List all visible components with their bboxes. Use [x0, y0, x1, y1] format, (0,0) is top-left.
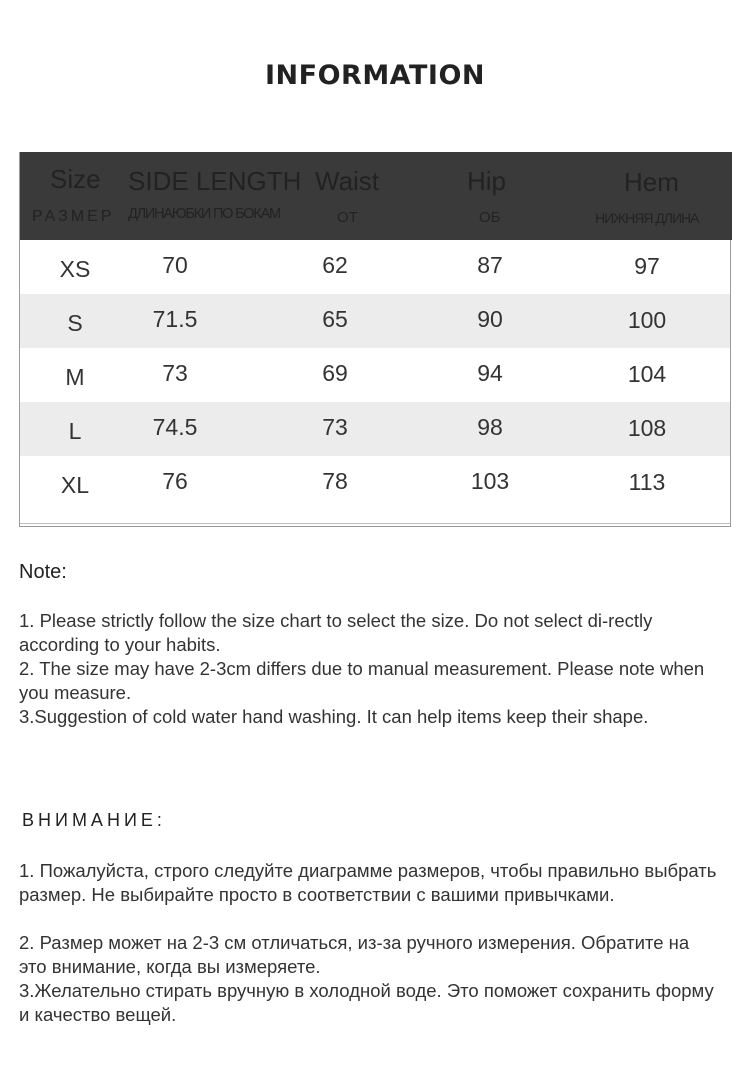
- table-row: [20, 294, 730, 348]
- waist-cell: 62: [322, 252, 348, 278]
- header-hem-label: Hem: [624, 167, 679, 197]
- waist-cell: 78: [322, 468, 348, 494]
- hem-cell: 97: [634, 253, 660, 279]
- table-bottom-divider: [20, 523, 730, 524]
- waist-cell: 73: [322, 414, 348, 440]
- header-waist-sublabel: ОТ: [337, 209, 358, 226]
- header-waist-label: Waist: [315, 166, 380, 196]
- header-size-label: Size: [50, 164, 101, 194]
- side-length-cell: 70: [162, 252, 188, 278]
- side-length-cell: 76: [162, 468, 188, 494]
- hem-cell: 100: [627, 307, 667, 333]
- hem-cell: 104: [627, 361, 667, 387]
- size-chart-table: [19, 152, 731, 527]
- header-size-sublabel: РАЗМЕР: [32, 208, 115, 225]
- note-ru-item: 1. Пожалуйста, строго следуйте диаграмме размеров, чтобы правильно выбрать размер. Не выбирайте просто в соответствии с вашими привычками.: [19, 860, 717, 905]
- hip-cell: 98: [477, 414, 503, 440]
- note-item: 2. The size may have 2-3cm differs due to manual measurement. Please note when you measure.: [19, 658, 705, 703]
- side-length-cell: 73: [162, 360, 188, 386]
- page-title: INFORMATION: [264, 60, 485, 91]
- note-ru-item: 2. Размер может на 2-3 см отличаться, из-за ручного измерения. Обратите на это внимание, когда вы измеряете.: [19, 932, 690, 977]
- hip-cell: 94: [477, 360, 503, 386]
- header-hip-label: Hip: [467, 166, 507, 196]
- header-side-length-label: SIDE LENGTH: [128, 166, 302, 196]
- header-hem-sublabel: НИЖНЯЯ ДЛИНА: [595, 210, 699, 226]
- header-side-length-sublabel: ДЛИНАЮБКИ ПО БОКАМ: [128, 206, 280, 222]
- note-item: 3.Suggestion of cold water hand washing. It can help items keep their shape.: [19, 706, 649, 727]
- size-cell: XL: [60, 472, 90, 498]
- note-item: 1. Please strictly follow the size chart to select the size. Do not select di-rectly according to your habits.: [19, 610, 653, 655]
- size-cell: M: [65, 364, 85, 390]
- hip-cell: 103: [470, 468, 510, 494]
- hip-cell: 90: [477, 306, 503, 332]
- hem-cell: 113: [628, 469, 666, 495]
- waist-cell: 69: [322, 360, 348, 386]
- note-heading: Note:: [19, 561, 67, 583]
- waist-cell: 65: [322, 306, 348, 332]
- size-cell: XS: [59, 256, 91, 282]
- note-ru-heading: ВНИМАНИЕ:: [22, 810, 166, 830]
- side-length-cell: 74.5: [152, 414, 198, 440]
- table-row: [20, 240, 730, 294]
- note-ru-item: 3.Желательно стирать вручную в холодной воде. Это поможет сохранить форму и качество вещей.: [19, 980, 714, 1025]
- size-cell: S: [67, 310, 83, 336]
- header-hip-sublabel: ОБ: [479, 209, 501, 226]
- table-row: [20, 348, 730, 402]
- table-row: [20, 402, 730, 456]
- hip-cell: 87: [477, 252, 503, 278]
- size-chart-header: [20, 152, 732, 240]
- side-length-cell: 71.5: [152, 306, 198, 332]
- hem-cell: 108: [627, 415, 667, 441]
- table-row: [20, 456, 730, 510]
- size-cell: L: [68, 418, 82, 444]
